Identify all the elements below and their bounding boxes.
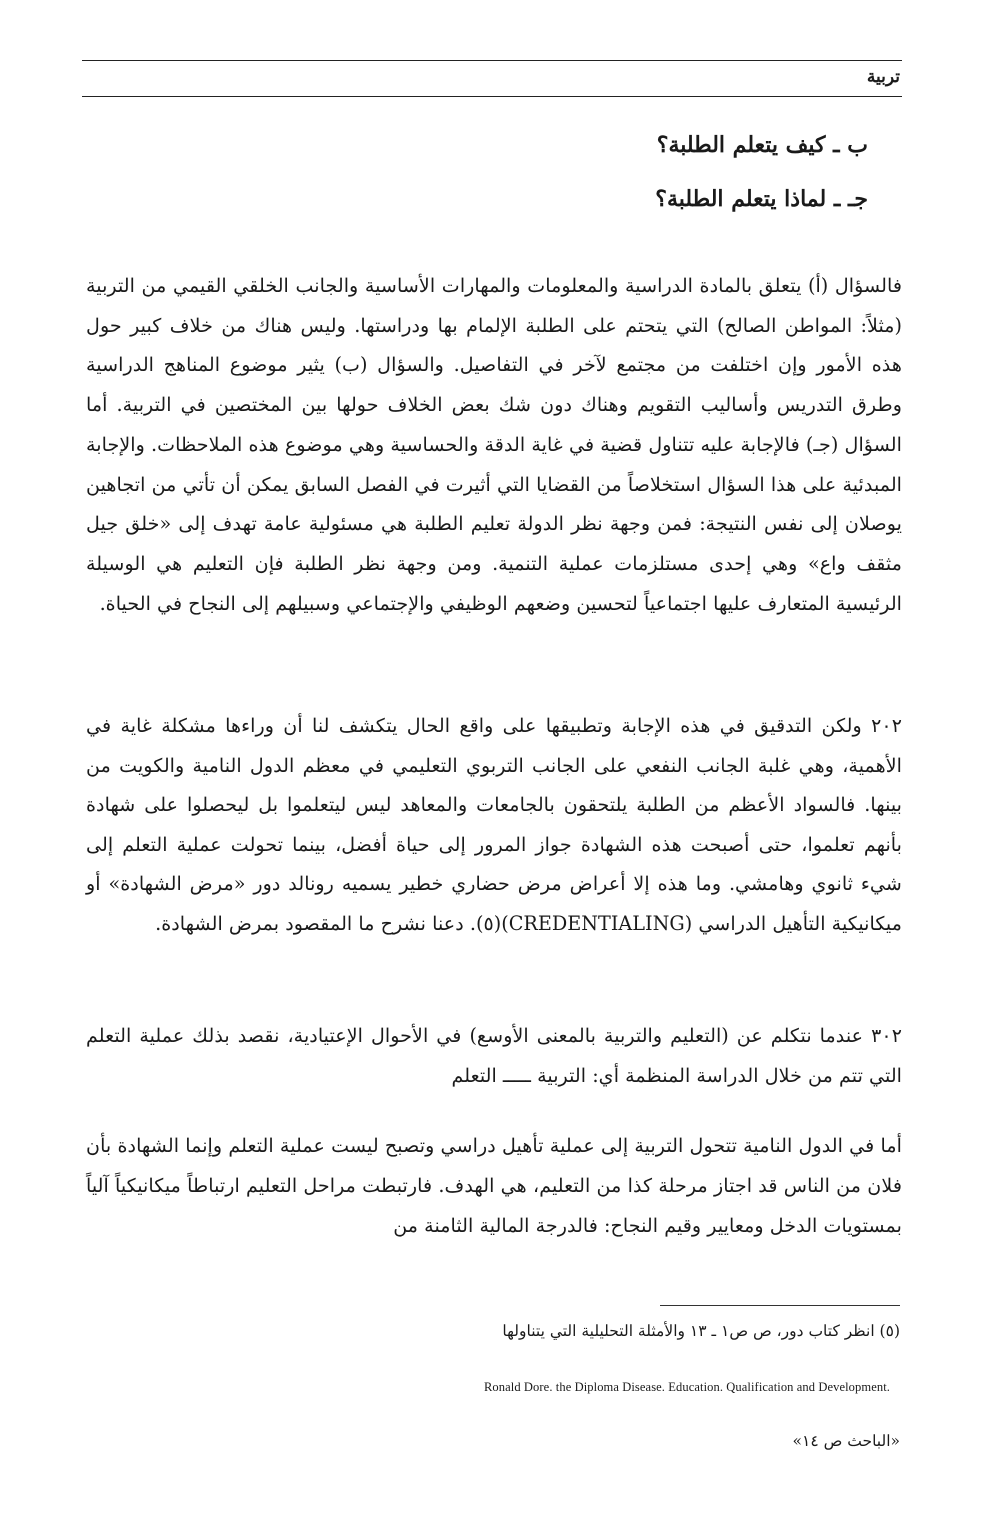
paragraph-1: فالسؤال (أ) يتعلق بالمادة الدراسية والمعلومات والمهارات الأساسية والجانب الخلقي القيمي من التربية (مثلاً: المواطن الصالح) التي يتحتم على الطلبة الإلمام بها ودراستها. وليس هناك من خلاف كبير حول هذه الأمور وإن اختلفت من مجتمع لآخر في التفاصيل. والسؤال (ب) يثير موضوع المناهج الدراسية وطرق التدريس وأساليب التقويم وهناك دون شك بعض الخلاف حولها بين المختصين في التربية. أما السؤال (جـ) فالإجابة عليه تتناول قضية في غاية الدقة والحساسية وهي موضوع هذه الملاحظات. والإجابة المبدئية على هذا السؤال استخلاصاً من القضايا التي أثيرت في الفصل السابق يمكن أن تأتي من اتجاهين يوصلان إلى نفس النتيجة: فمن وجهة نظر الدولة تعليم الطلبة هي مسئولية عامة تهدف إلى «خلق جيل مثقف واع» وهي إحدى مستلزمات عملية التنمية. ومن وجهة نظر الطلبة فإن التعليم هي الوسيلة الرئيسية المتعارف عليها اجتماعياً لتحسين وضعهم الوظيفي والإجتماعي وسبيلهم إلى النجاح في الحياة. [86, 274, 903, 615]
paragraph-3: ٣٠٢ عندما نتكلم عن (التعليم والتربية بالمعنى الأوسع) في الأحوال الإعتيادية، نقصد بذلك عملية التعلم التي تتم من خلال الدراسة المنظمة أي: التربية ـــــ التعلم [86, 1024, 902, 1087]
header-rule-top [82, 60, 902, 61]
running-title: تربية [866, 67, 900, 87]
header-rule-bottom [82, 96, 902, 97]
question-b: ب ـ كيف يتعلم الطلبة؟ [656, 132, 868, 158]
footnote-english: Ronald Dore. the Diploma Disease. Education. Qualification and Development. [484, 1380, 890, 1394]
question-c: جـ ـ لماذا يتعلم الطلبة؟ [655, 186, 868, 212]
paragraph-4: أما في الدول النامية تتحول التربية إلى عملية تأهيل دراسي وتصبح ليست عملية التعلم وإنما الشهادة بأن فلان من الناس قد اجتاز مرحلة كذا من التعليم، هي الهدف. فارتبطت مراحل التعليم ارتباطاً ميكانيكياً آلياً بمستويات الدخل ومعايير وقيم النجاح: فالدرجة المالية الثامنة من [86, 1134, 902, 1237]
footnote-arabic: (٥) انظر كتاب دور، ص ص١ ـ ١٣ والأمثلة التحليلية التي يتناولها [502, 1322, 900, 1340]
footnote-rule [660, 1305, 900, 1306]
paragraph-2: ٢٠٢ ولكن التدقيق في هذه الإجابة وتطبيقها على واقع الحال يتكشف لنا أن وراءها مشكلة غاية في الأهمية، وهي غلبة الجانب النفعي على الجانب التربوي التعليمي في معظم الدول النامية والكويت من بينها. فالسواد الأعظم من الطلبة يلتحقون بالجامعات والمعاهد ليس ليتعلموا بل ليحصلوا على شهادة بأنهم تعلموا، حتى أصبحت هذه الشهادة جواز المرور إلى حياة أفضل، بينما تحولت عملية التعلم إلى شيء ثانوي وهامشي. وما هذه إلا أعراض مرض حضاري خطير يسميه رونالد دور «مرض الشهادة» أو ميكانيكية التأهيل الدراسي (CREDENTIALING)(٥). دعنا نشرح ما المقصود بمرض الشهادة. [86, 714, 902, 935]
page-footer: «الباحث ص ١٤» [792, 1432, 900, 1450]
